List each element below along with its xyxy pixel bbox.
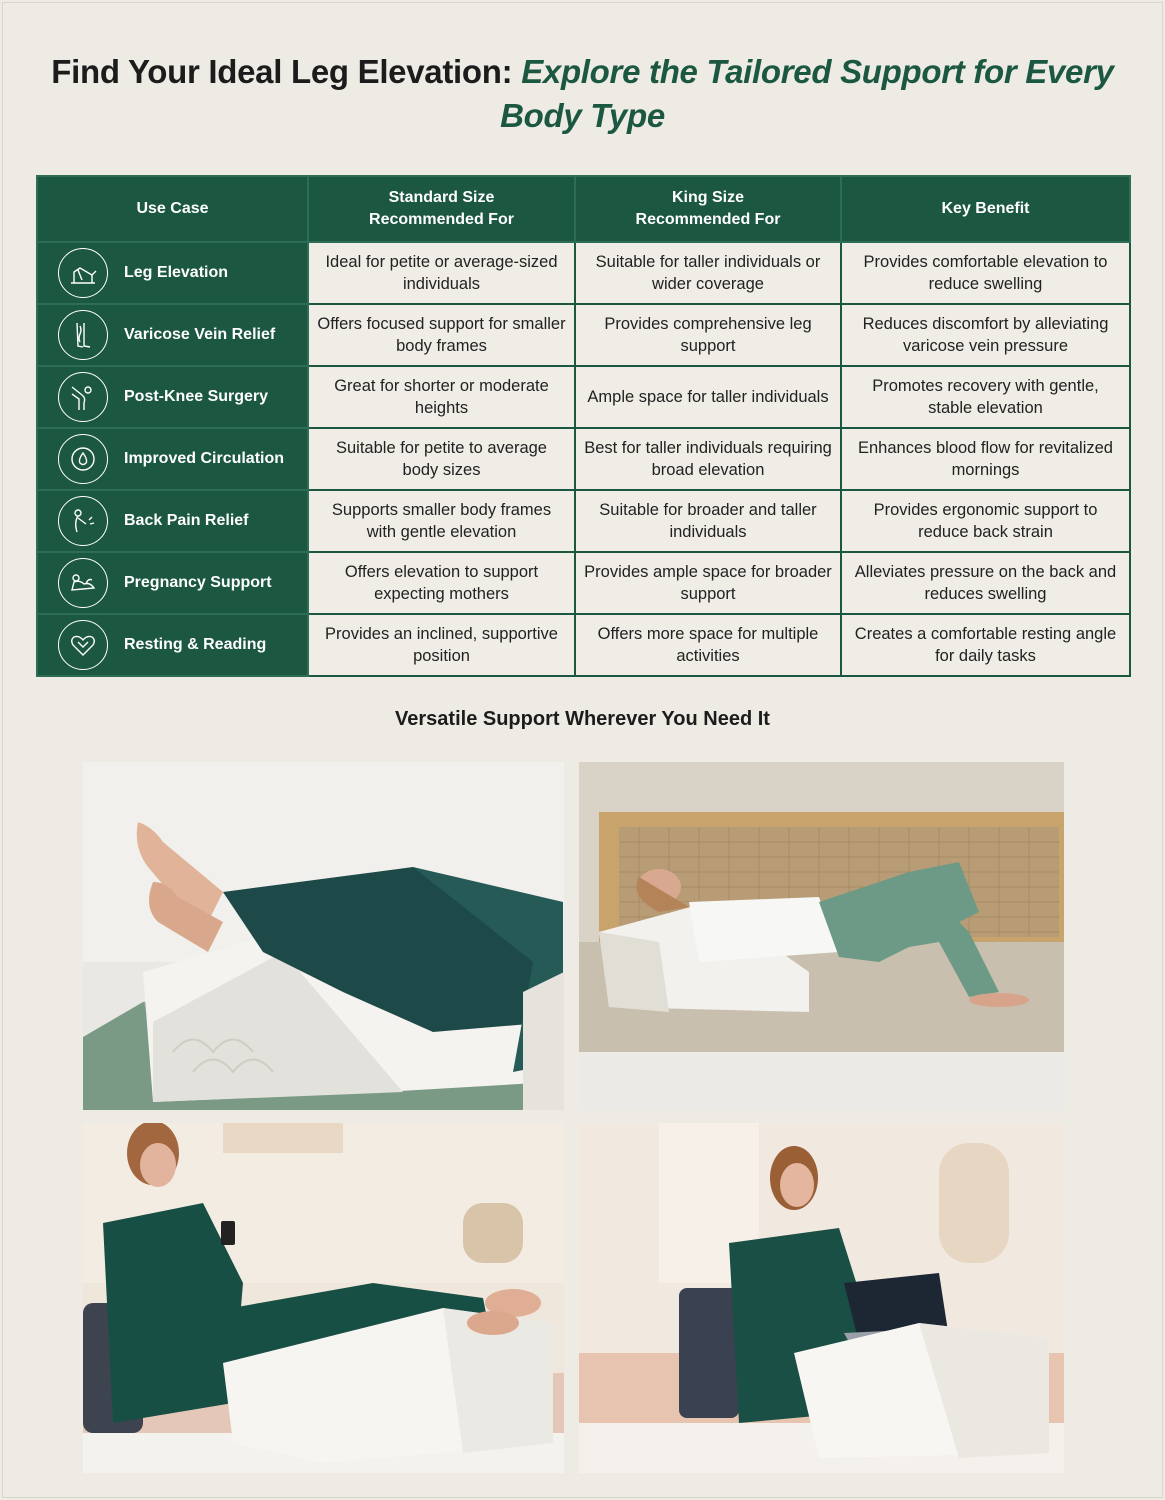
use-case-label: Post-Knee Surgery: [124, 388, 269, 405]
table-row: [37, 428, 1130, 490]
table-row: [37, 242, 1130, 304]
benefit-cell: Enhances blood flow for revitalized mornings: [841, 428, 1130, 490]
standard-cell: Great for shorter or moderate heights: [308, 366, 575, 428]
varicose-vein-icon: [58, 310, 108, 360]
page-title: [40, 50, 1125, 138]
king-cell: Provides comprehensive leg support: [575, 304, 841, 366]
king-cell: Best for taller individuals requiring broad elevation: [575, 428, 841, 490]
knee-icon: [58, 372, 108, 422]
use-case-label: Improved Circulation: [124, 450, 285, 467]
benefit-cell: Promotes recovery with gentle, stable elevation: [841, 366, 1130, 428]
photo-woman-reclining-on-wedge: [579, 762, 1064, 1110]
header-king-size: King Size Recommended For: [575, 176, 841, 242]
use-case-label: Pregnancy Support: [124, 574, 272, 591]
standard-cell: Offers focused support for smaller body frames: [308, 304, 575, 366]
use-case-cell: [37, 552, 308, 614]
king-cell: Suitable for taller individuals or wider coverage: [575, 242, 841, 304]
header-standard-size: Standard Size Recommended For: [308, 176, 575, 242]
circulation-droplet-icon: [58, 434, 108, 484]
table-row: [37, 366, 1130, 428]
title-accent: Explore the Tailored Support for Every Body Type: [500, 53, 1114, 134]
use-case-label: Varicose Vein Relief: [124, 326, 276, 343]
table-row: [37, 614, 1130, 676]
use-case-cell: [37, 304, 308, 366]
heart-hands-icon: [58, 620, 108, 670]
king-cell: Provides ample space for broader support: [575, 552, 841, 614]
pregnancy-icon: [58, 558, 108, 608]
king-cell: Offers more space for multiple activities: [575, 614, 841, 676]
leg-elevation-icon: [58, 248, 108, 298]
benefit-cell: Creates a comfortable resting angle for daily tasks: [841, 614, 1130, 676]
table-row: [37, 552, 1130, 614]
photo-feet-on-wedge: [83, 762, 564, 1110]
standard-cell: Offers elevation to support expecting mothers: [308, 552, 575, 614]
section-subheading: Versatile Support Wherever You Need It: [395, 708, 770, 730]
benefit-cell: Reduces discomfort by alleviating varicose vein pressure: [841, 304, 1130, 366]
use-case-cell: [37, 490, 308, 552]
standard-cell: Suitable for petite to average body sizes: [308, 428, 575, 490]
use-case-label: Back Pain Relief: [124, 512, 249, 529]
table-row: [37, 304, 1130, 366]
standard-cell: Provides an inclined, supportive position: [308, 614, 575, 676]
use-case-cell: [37, 242, 308, 304]
title-lead: Find Your Ideal Leg Elevation:: [51, 53, 513, 90]
benefit-cell: Provides comfortable elevation to reduce swelling: [841, 242, 1130, 304]
comparison-table: [36, 175, 1131, 677]
benefit-cell: Provides ergonomic support to reduce back strain: [841, 490, 1130, 552]
table-header-row: [37, 176, 1130, 242]
use-case-cell: [37, 614, 308, 676]
photo-woman-with-phone: [83, 1123, 564, 1473]
table-row: [37, 490, 1130, 552]
benefit-cell: Alleviates pressure on the back and reduces swelling: [841, 552, 1130, 614]
photo-woman-with-laptop: [579, 1123, 1064, 1473]
use-case-label: Resting & Reading: [124, 636, 267, 653]
back-pain-icon: [58, 496, 108, 546]
use-case-label: Leg Elevation: [124, 264, 229, 281]
standard-cell: Ideal for petite or average-sized individuals: [308, 242, 575, 304]
standard-cell: Supports smaller body frames with gentle elevation: [308, 490, 575, 552]
king-cell: Ample space for taller individuals: [575, 366, 841, 428]
use-case-cell: [37, 428, 308, 490]
header-use-case: Use Case: [37, 176, 308, 242]
header-key-benefit: Key Benefit: [841, 176, 1130, 242]
use-case-cell: [37, 366, 308, 428]
king-cell: Suitable for broader and taller individuals: [575, 490, 841, 552]
